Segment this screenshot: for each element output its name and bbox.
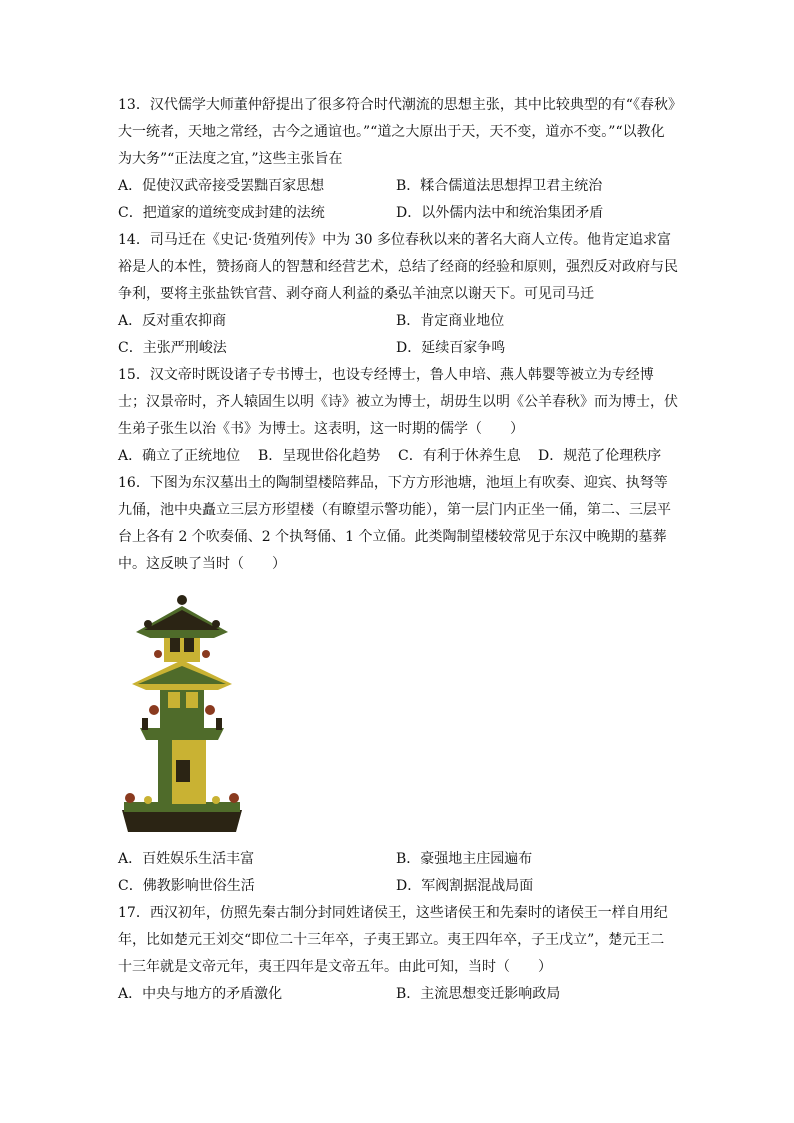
option-c[interactable]: C．有利于休养生息 — [398, 448, 521, 464]
option-a[interactable]: A．百姓娱乐生活丰富 — [118, 851, 255, 867]
option-b[interactable]: B．豪强地主庄园遍布 — [396, 851, 533, 867]
option-a[interactable]: A．确立了正统地位 — [118, 448, 241, 464]
question-17 — [118, 900, 678, 1008]
pottery-watchtower-image — [118, 588, 246, 838]
option-b[interactable]: B．呈现世俗化趋势 — [258, 448, 381, 464]
pottery-watchtower-icon — [118, 588, 246, 838]
option-c[interactable]: C．佛教影响世俗生活 — [118, 878, 255, 894]
question-13 — [118, 92, 678, 227]
option-a[interactable]: A．反对重农抑商 — [118, 313, 227, 329]
question-17-options — [118, 981, 678, 1008]
option-a[interactable]: A．促使汉武帝接受罢黜百家思想 — [118, 178, 325, 194]
question-13-options — [118, 173, 678, 227]
question-16 — [118, 470, 678, 900]
option-d[interactable]: D．以外儒内法中和统治集团矛盾 — [396, 205, 604, 221]
question-15-stem: 15．汉文帝时既设诸子专书博士，也设专经博士，鲁人申培、燕人韩婴等被立为专经博士；汉景帝时，齐人辕固生以明《诗》被立为博士，胡毋生以明《公羊春秋》而为博士，伏生弟子张生以治《书》为博士。这表明，这一时期的儒学（ ） — [118, 367, 678, 437]
question-14-stem: 14．司马迁在《史记·货殖列传》中为 30 多位春秋以来的著名大商人立传。他肯定追求富裕是人的本性，赞扬商人的智慧和经营艺术，总结了经商的经验和原则，强烈反对政府与民争利，要将主张盐铁官营、剥夺商人利益的桑弘羊油烹以谢天下。可见司马迁 — [118, 232, 678, 302]
question-14-options — [118, 308, 678, 362]
option-b[interactable]: B．糅合儒道法思想捍卫君主统治 — [396, 178, 603, 194]
question-15-options — [118, 443, 678, 470]
question-17-stem: 17．西汉初年，仿照先秦古制分封同姓诸侯王，这些诸侯王和先秦时的诸侯王一样自用纪年，比如楚元王刘交“即位二十三年卒，子夷王郢立。夷王四年卒，子王戊立”，楚元王二十三年就是文帝元年，夷王四年是文帝五年。由此可知，当时（ ） — [118, 905, 668, 975]
option-d[interactable]: D．军阀割据混战局面 — [396, 878, 534, 894]
question-16-options — [118, 846, 678, 900]
option-d[interactable]: D．延续百家争鸣 — [396, 340, 506, 356]
option-b[interactable]: B．肯定商业地位 — [396, 313, 505, 329]
option-c[interactable]: C．把道家的道统变成封建的法统 — [118, 205, 325, 221]
option-b[interactable]: B．主流思想变迁影响政局 — [396, 986, 561, 1002]
exam-page — [118, 92, 678, 1008]
question-15 — [118, 362, 678, 470]
question-16-stem: 16．下图为东汉墓出土的陶制望楼陪葬品，下方方形池塘，池垣上有吹奏、迎宾、执弩等九俑，池中央矗立三层方形望楼（有瞭望示警功能），第一层门内正坐一俑，第二、三层平台上各有 2 个吹奏俑、2 个执弩俑、1 个立俑。此类陶制望楼较常见于东汉中晚期的墓葬中。这反映了当时（ ） — [118, 475, 671, 572]
option-c[interactable]: C．主张严刑峻法 — [118, 340, 227, 356]
question-13-stem: 13．汉代儒学大师董仲舒提出了很多符合时代潮流的思想主张，其中比较典型的有“《春秋》大一统者，天地之常经，古今之通谊也。”“道之大原出于天，天不变，道亦不变。”“以教化为大务”“正法度之宜，”这些主张旨在 — [118, 97, 675, 167]
question-14 — [118, 227, 678, 362]
option-a[interactable]: A．中央与地方的矛盾激化 — [118, 986, 283, 1002]
option-d[interactable]: D．规范了伦理秩序 — [538, 448, 662, 464]
